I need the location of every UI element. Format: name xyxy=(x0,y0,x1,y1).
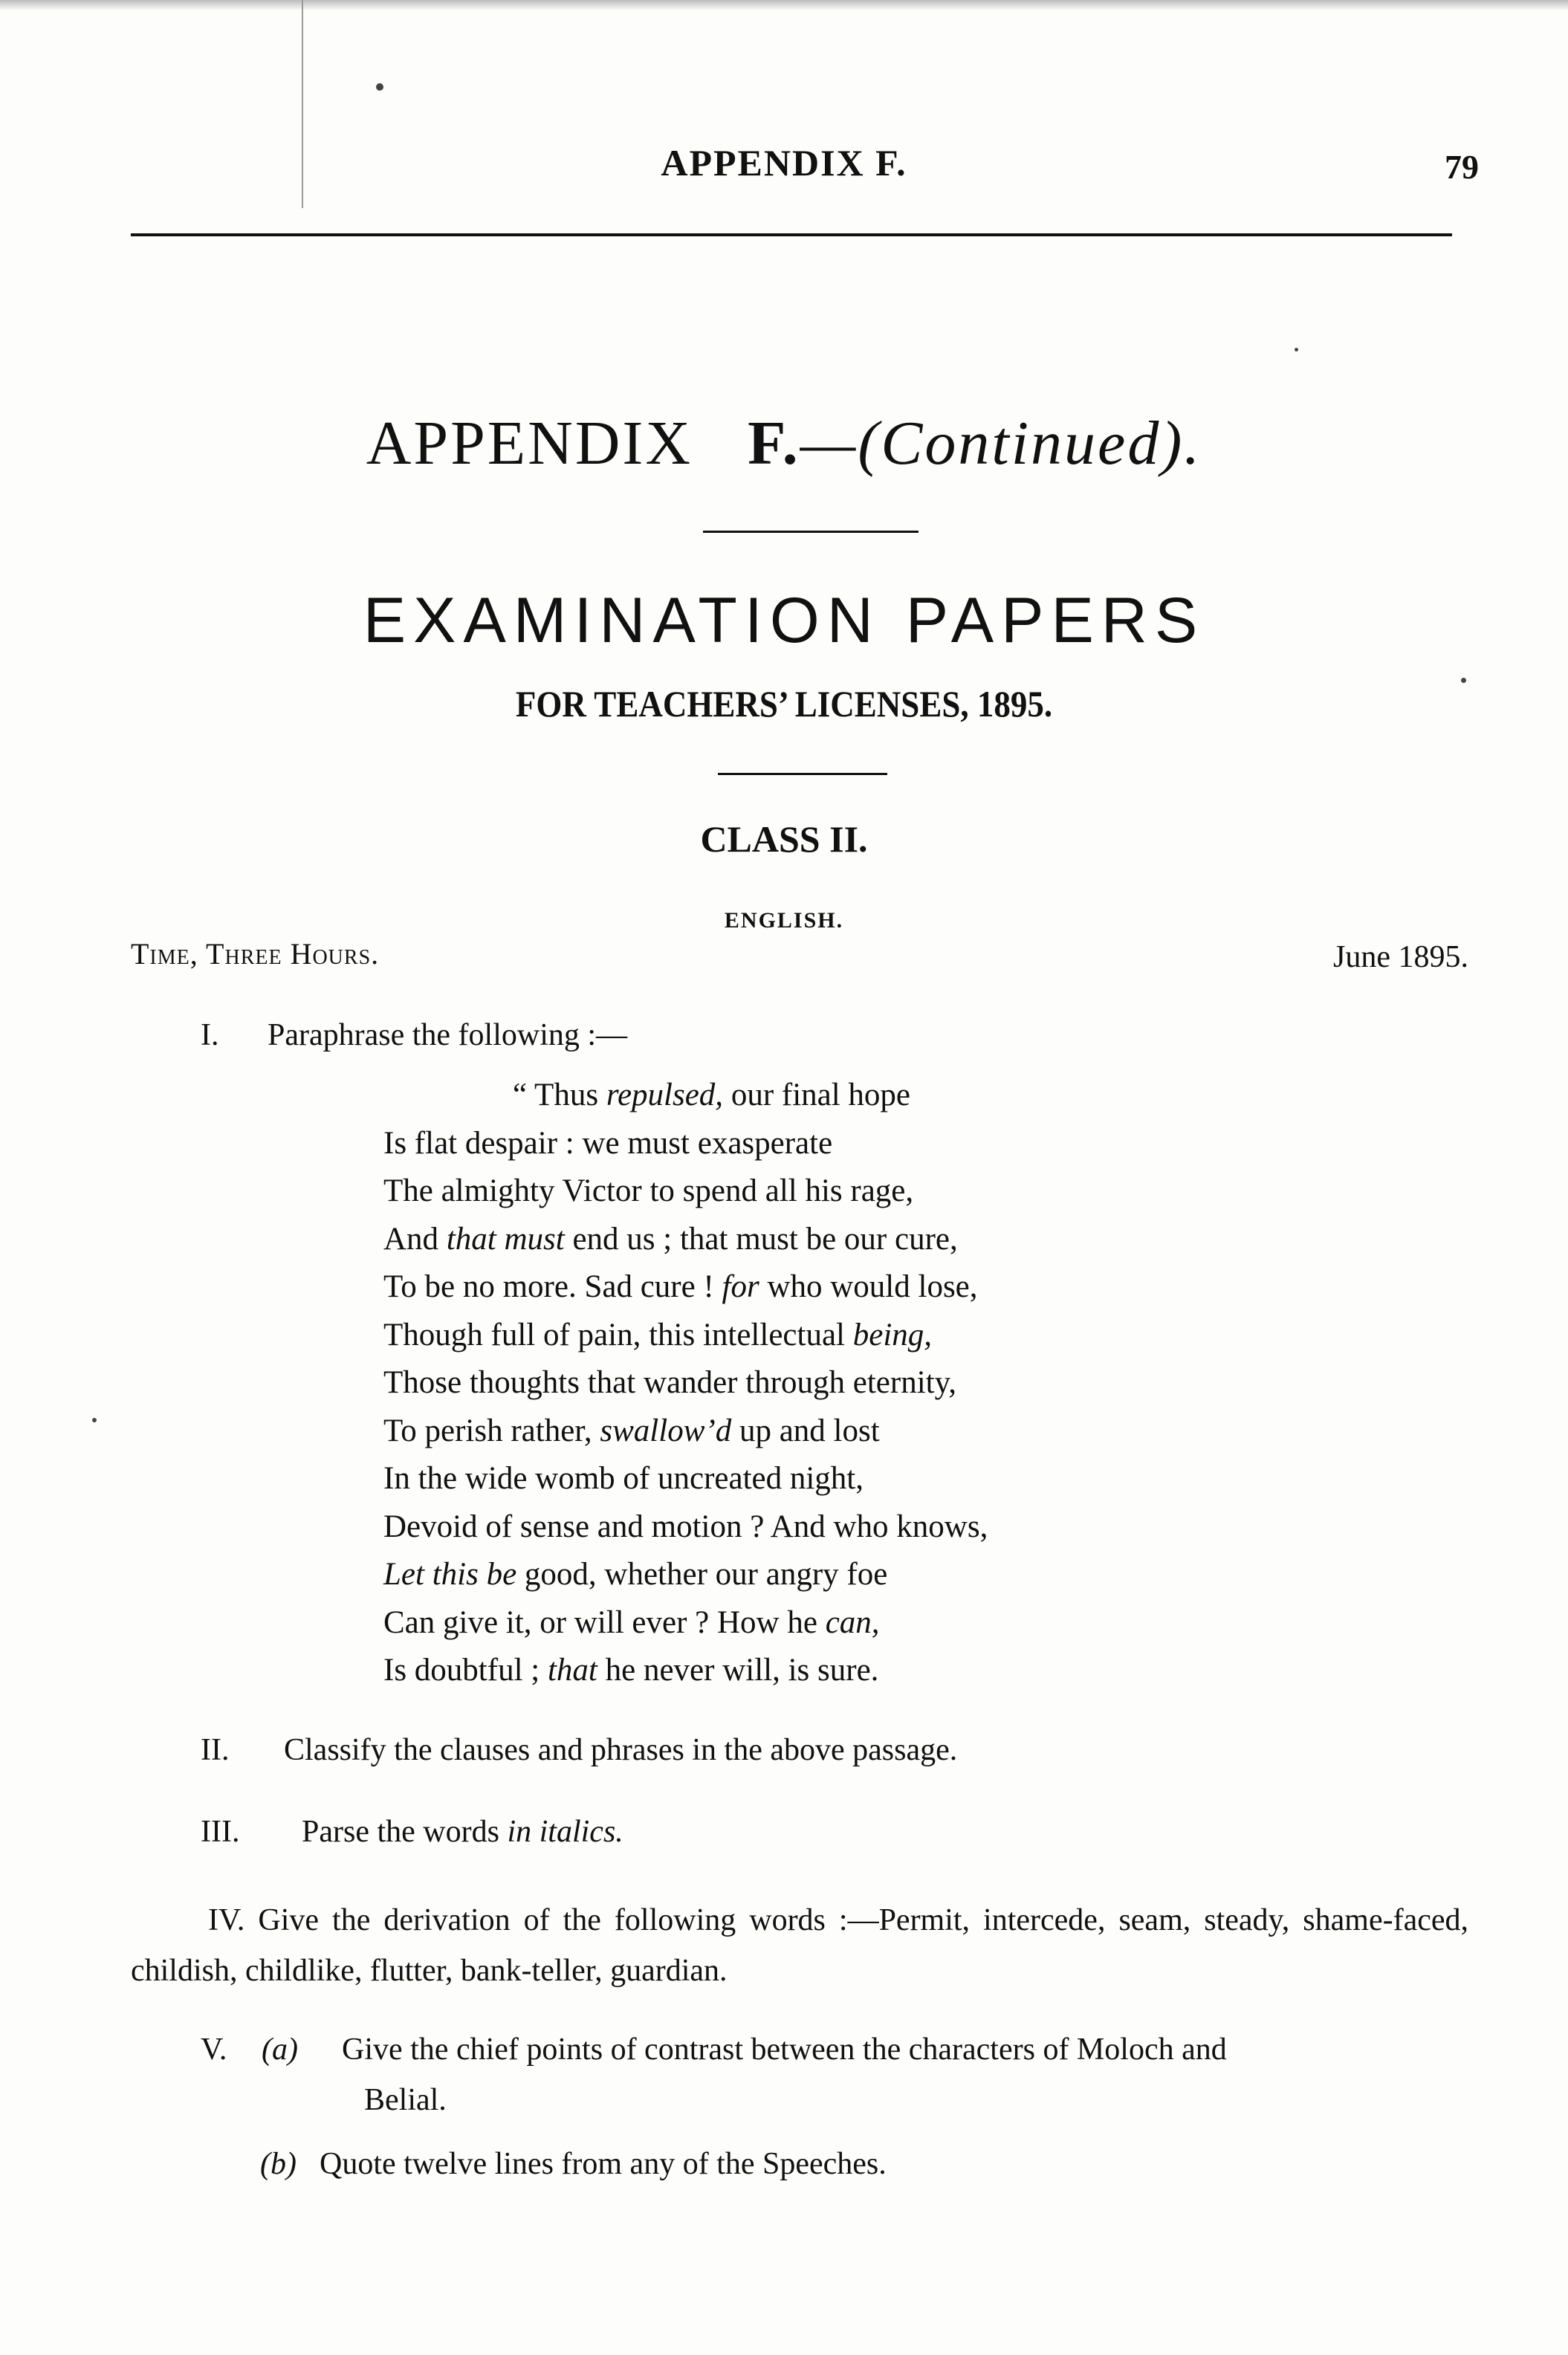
subquestion-label: (b) xyxy=(260,2147,297,2181)
question-text: Classify the clauses and phrases in the above passage. xyxy=(284,1733,958,1767)
question-4 xyxy=(131,1895,1468,1996)
question-5a xyxy=(201,2024,1471,2075)
scan-speck xyxy=(376,83,383,91)
title-rule xyxy=(703,531,919,533)
question-2 xyxy=(201,1732,957,1769)
verse-text: good, whether our angry foe xyxy=(516,1557,888,1592)
verse-text: up and lost xyxy=(731,1413,880,1448)
subquestion-label: (a) xyxy=(262,2032,298,2067)
question-5 xyxy=(201,2024,1471,2189)
question-number: V. xyxy=(201,2032,227,2067)
scan-edge-shadow xyxy=(0,0,1568,10)
verse-text: And xyxy=(383,1221,447,1257)
verse-italic-text: for xyxy=(722,1269,759,1304)
verse-line xyxy=(383,1455,988,1503)
question-text: Parse the words xyxy=(302,1815,508,1849)
exam-subtitle: FOR TEACHERS’ LICENSES, 1895. xyxy=(515,683,1053,725)
question-5b xyxy=(201,2139,1471,2189)
verse-line xyxy=(383,1167,988,1216)
question-number: II. xyxy=(201,1733,230,1767)
verse-text: The almighty Victor to spend all his rage, xyxy=(383,1173,914,1208)
subtitle-rule xyxy=(718,773,887,775)
appendix-continued: —(Continued). xyxy=(800,409,1202,478)
subquestion-text: Give the chief points of contrast between the characters of Moloch and xyxy=(342,2032,1227,2067)
verse-text: end us ; that must be our cure, xyxy=(564,1221,958,1257)
verse-italic-text: swallow’d xyxy=(600,1413,732,1448)
verse-text: Devoid of sense and motion ? And who knows, xyxy=(383,1509,988,1544)
verse-text: Those thoughts that wander through eternity, xyxy=(383,1365,957,1400)
verse-line xyxy=(383,1599,988,1648)
verse-text: Though full of pain, this intellectual xyxy=(383,1317,853,1353)
time-allowed: Time, Three Hours. xyxy=(131,937,380,971)
subject-heading: ENGLISH. xyxy=(724,908,844,933)
exam-title: EXAMINATION PAPERS xyxy=(363,585,1205,656)
question-5a-continued xyxy=(201,2075,1471,2125)
running-head: APPENDIX F. xyxy=(661,142,907,184)
appendix-word: APPENDIX xyxy=(366,409,693,478)
verse-text: he never will, is sure. xyxy=(597,1653,879,1688)
question-text: Paraphrase the following :— xyxy=(268,1018,628,1052)
verse-line xyxy=(383,1263,988,1312)
subquestion-text: Belial. xyxy=(364,2083,447,2117)
question-1 xyxy=(201,1017,627,1054)
verse-italic-text: that xyxy=(547,1653,597,1688)
question-3 xyxy=(201,1813,623,1850)
verse-passage xyxy=(383,1072,988,1695)
question-number: I. xyxy=(201,1018,219,1052)
verse-line xyxy=(383,1503,988,1552)
exam-date: June 1895. xyxy=(1333,940,1468,974)
verse-italic-text: that must xyxy=(446,1221,565,1257)
appendix-letter: F. xyxy=(748,409,800,478)
header-rule xyxy=(131,233,1452,236)
verse-line xyxy=(383,1072,988,1120)
verse-line xyxy=(383,1408,988,1456)
verse-text: Can give it, or will ever ? How he xyxy=(383,1604,826,1640)
verse-line xyxy=(383,1359,988,1408)
verse-italic-text: can, xyxy=(825,1604,880,1640)
verse-line xyxy=(383,1551,988,1599)
appendix-title xyxy=(0,407,1568,479)
question-text: Give the derivation of the following words :—Permit, intercede, seam, steady, shame-faced, childish, childlike, flutter, bank-teller, guardian. xyxy=(131,1903,1469,1988)
verse-italic-text: repulsed, xyxy=(606,1078,724,1112)
scan-speck xyxy=(1295,348,1298,352)
page-number: 79 xyxy=(1445,148,1479,186)
class-title: CLASS II. xyxy=(700,818,868,860)
verse-italic-text: Let this be xyxy=(383,1557,517,1592)
verse-line xyxy=(383,1312,988,1360)
verse-text: our final hope xyxy=(723,1078,911,1112)
verse-line xyxy=(383,1120,988,1168)
verse-italic-text: being, xyxy=(852,1317,933,1353)
verse-text: In the wide womb of uncreated night, xyxy=(383,1461,864,1496)
verse-line xyxy=(383,1216,988,1264)
subquestion-text: Quote twelve lines from any of the Speeches. xyxy=(320,2147,887,2181)
verse-text: Is doubtful ; xyxy=(383,1653,548,1688)
question-text-italic: in italics. xyxy=(507,1815,623,1849)
verse-text: who would lose, xyxy=(759,1269,978,1304)
verse-text: To be no more. Sad cure ! xyxy=(383,1269,722,1304)
verse-line xyxy=(383,1647,988,1695)
question-number: IV. xyxy=(208,1903,245,1937)
verse-text: Is flat despair : we must exasperate xyxy=(383,1125,833,1161)
question-number: III. xyxy=(201,1815,240,1849)
verse-text: “ Thus xyxy=(513,1078,606,1112)
verse-text: To perish rather, xyxy=(383,1413,600,1448)
scan-speck xyxy=(92,1418,97,1422)
